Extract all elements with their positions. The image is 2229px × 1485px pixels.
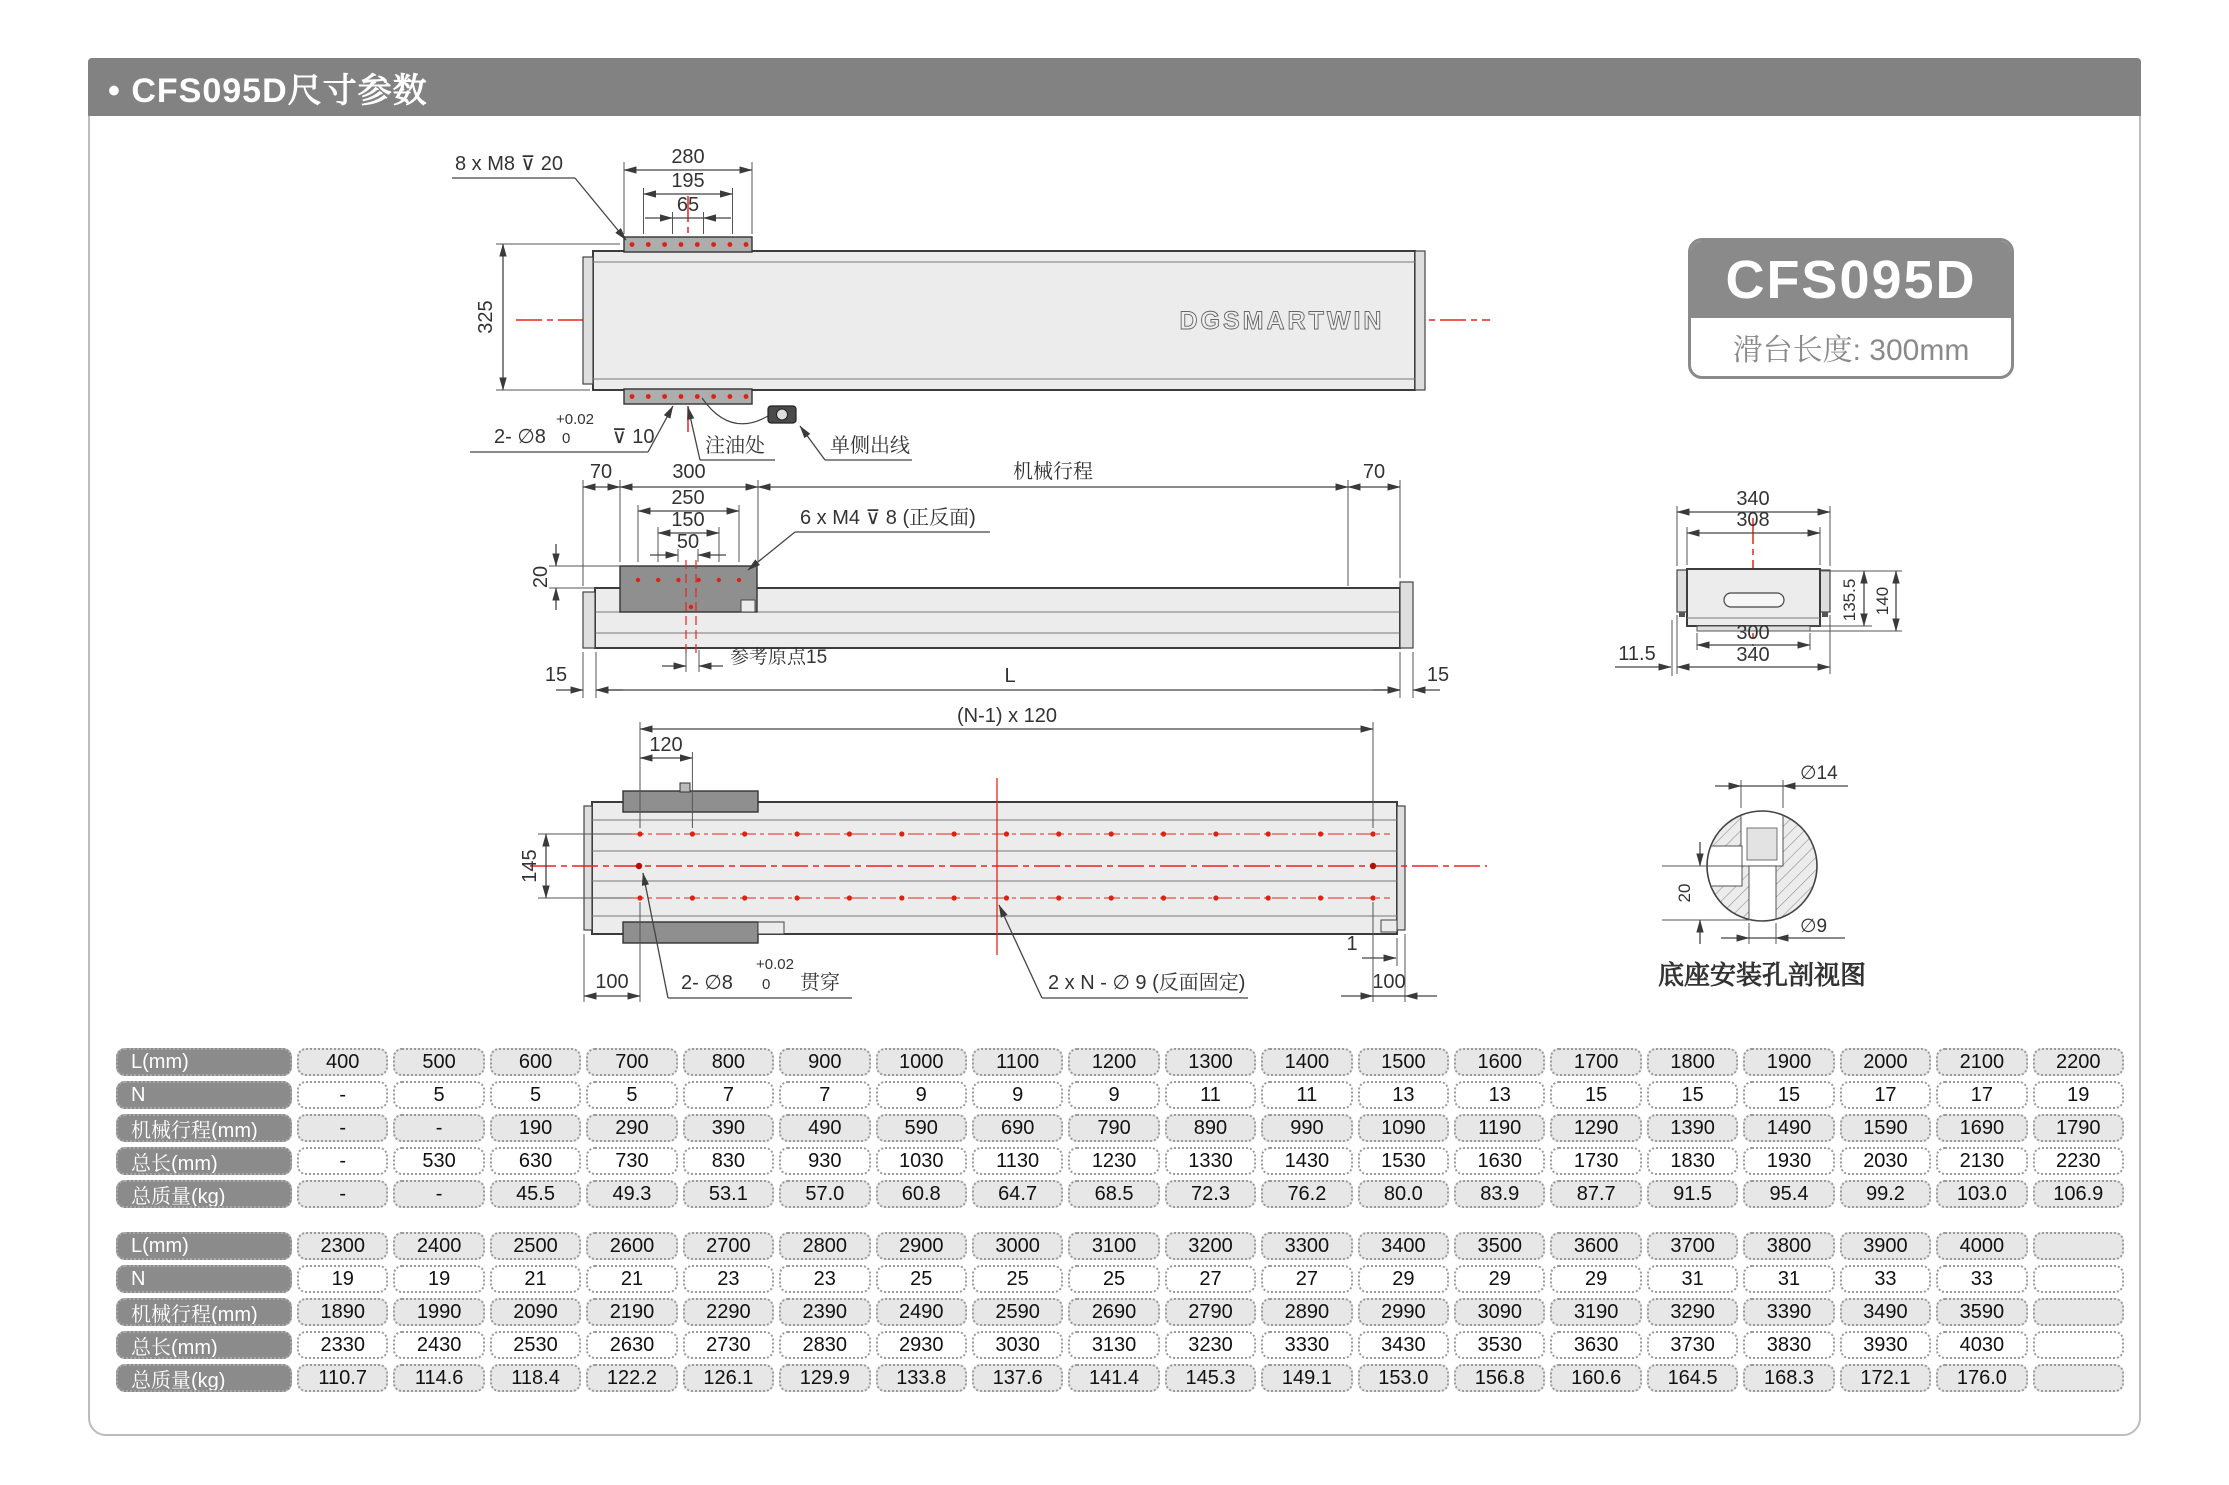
table-cell: 5 (393, 1081, 484, 1109)
dim-300-side: 300 (672, 461, 706, 483)
table-cell: 2630 (586, 1331, 677, 1359)
table-cell: 2790 (1165, 1298, 1256, 1326)
page-title: • CFS095D尺寸参数 (108, 71, 428, 110)
dim-100-left: 100 (595, 971, 629, 993)
table-cell: 3000 (972, 1232, 1063, 1260)
table-cell: 1530 (1358, 1147, 1449, 1175)
table-cell: 137.6 (972, 1364, 1063, 1392)
table-cell: 2900 (876, 1232, 967, 1260)
table-cell: 122.2 (586, 1364, 677, 1392)
table-cell: 3090 (1454, 1298, 1545, 1326)
table-cell: 31 (1647, 1265, 1738, 1293)
table-cell: 500 (393, 1048, 484, 1076)
table-cell: 2100 (1936, 1048, 2027, 1076)
oil-port-label: 注油处 (705, 435, 765, 457)
table-cell: 1190 (1454, 1114, 1545, 1142)
table-cell: 1100 (972, 1048, 1063, 1076)
table-cell: 2200 (2033, 1048, 2124, 1076)
origin-label: 参考原点15 (730, 647, 828, 668)
dim-65: 65 (676, 194, 700, 216)
row-header-L: L(mm) (116, 1048, 292, 1076)
dim-340-top: 340 (1736, 488, 1770, 510)
table-cell: 3800 (1743, 1232, 1834, 1260)
table-cell: 3130 (1068, 1331, 1159, 1359)
table-cell: - (297, 1081, 388, 1109)
dim-308: 308 (1736, 509, 1770, 531)
table-cell: 3700 (1647, 1232, 1738, 1260)
table-cell: 145.3 (1165, 1364, 1256, 1392)
table-cell: 91.5 (1647, 1180, 1738, 1208)
bottom-view-drawing (519, 705, 1487, 1002)
dim-15-right: 15 (1426, 664, 1450, 686)
table-cell: 172.1 (1840, 1364, 1931, 1392)
dim-140: 140 (1873, 586, 1892, 616)
table-cell: 3630 (1550, 1331, 1641, 1359)
dim-325: 325 (475, 300, 497, 334)
table-cell: 53.1 (683, 1180, 774, 1208)
table-cell: 3190 (1550, 1298, 1641, 1326)
table-cell: 2890 (1261, 1298, 1352, 1326)
callout-m8: 8 x M8 ⊽ 20 (455, 153, 564, 175)
table-cell: 29 (1454, 1265, 1545, 1293)
table-cell: 1690 (1936, 1114, 2027, 1142)
table-cell: 25 (1068, 1265, 1159, 1293)
tolerance-lower: 0 (562, 430, 571, 447)
model-badge (1688, 238, 2014, 379)
table-cell: 1130 (972, 1147, 1063, 1175)
table-cell: 80.0 (1358, 1180, 1449, 1208)
table-cell: 141.4 (1068, 1364, 1159, 1392)
table-cell: 1290 (1550, 1114, 1641, 1142)
table-cell: 390 (683, 1114, 774, 1142)
table-cell: 76.2 (1261, 1180, 1352, 1208)
tolerance-lower-bottom: 0 (762, 976, 771, 993)
table-cell: 27 (1261, 1265, 1352, 1293)
table-cell: 33 (1936, 1265, 2027, 1293)
table-cell: 3900 (1840, 1232, 1931, 1260)
table-cell: 118.4 (490, 1364, 581, 1392)
table-cell: 15 (1550, 1081, 1641, 1109)
table-cell: 15 (1743, 1081, 1834, 1109)
table-cell: 4000 (1936, 1232, 2027, 1260)
table-cell: 3230 (1165, 1331, 1256, 1359)
table-cell: 2230 (2033, 1147, 2124, 1175)
dim-135-5: 135.5 (1840, 578, 1859, 622)
table-cell: 1630 (1454, 1147, 1545, 1175)
table-cell: 2290 (683, 1298, 774, 1326)
table-cell: 1030 (876, 1147, 967, 1175)
dim-150: 150 (671, 509, 705, 531)
table-cell: 3030 (972, 1331, 1063, 1359)
table-cell (2033, 1265, 2124, 1293)
table-cell: 3530 (1454, 1331, 1545, 1359)
table-cell: 60.8 (876, 1180, 967, 1208)
table-cell: 1990 (393, 1298, 484, 1326)
model-subtitle: 滑台长度: 300mm (1732, 334, 1970, 367)
table-cell: 1800 (1647, 1048, 1738, 1076)
table-cell: 1400 (1261, 1048, 1352, 1076)
table-cell: 72.3 (1165, 1180, 1256, 1208)
table-cell: 15 (1647, 1081, 1738, 1109)
table-cell: 1490 (1743, 1114, 1834, 1142)
table-cell: 156.8 (1454, 1364, 1545, 1392)
callout-phi8-bottom: 2- ∅8 (681, 972, 733, 994)
table-cell: 9 (972, 1081, 1063, 1109)
row-header-N: N (116, 1265, 292, 1293)
dim-20-side: 20 (530, 565, 552, 589)
stroke-label: 机械行程 (1013, 461, 1093, 483)
table-cell: 530 (393, 1147, 484, 1175)
dim-phi14: ∅14 (1800, 763, 1838, 784)
table-cell (2033, 1298, 2124, 1326)
table-cell: 1900 (1743, 1048, 1834, 1076)
dim-pattern: (N-1) x 120 (956, 705, 1058, 727)
table-cell: 29 (1358, 1265, 1449, 1293)
row-header-N: N (116, 1081, 292, 1109)
table-cell: 3330 (1261, 1331, 1352, 1359)
dim-300-end: 300 (1736, 622, 1770, 644)
table-cell: 95.4 (1743, 1180, 1834, 1208)
table-cell: 1590 (1840, 1114, 1931, 1142)
table-cell: 990 (1261, 1114, 1352, 1142)
table-cell: 3200 (1165, 1232, 1256, 1260)
table-cell: 3390 (1743, 1298, 1834, 1326)
table-cell: 23 (779, 1265, 870, 1293)
table-cell: 190 (490, 1114, 581, 1142)
table-cell: 730 (586, 1147, 677, 1175)
table-cell: 133.8 (876, 1364, 967, 1392)
table-cell: 3490 (1840, 1298, 1931, 1326)
table-cell: 2800 (779, 1232, 870, 1260)
row-header-L: L(mm) (116, 1232, 292, 1260)
table-cell: 1790 (2033, 1114, 2124, 1142)
table-cell: 176.0 (1936, 1364, 2027, 1392)
table-cell: 19 (393, 1265, 484, 1293)
dim-70-right: 70 (1362, 461, 1386, 483)
table-cell: - (297, 1180, 388, 1208)
dim-1: 1 (1346, 933, 1358, 955)
table-cell: 3830 (1743, 1331, 1834, 1359)
tolerance-upper-bottom: +0.02 (756, 956, 794, 973)
table-cell: 13 (1358, 1081, 1449, 1109)
table-cell: 114.6 (393, 1364, 484, 1392)
row-header-stroke: 机械行程(mm) (116, 1298, 292, 1326)
dim-250: 250 (671, 487, 705, 509)
hole-detail-drawing (1658, 763, 1866, 990)
table-cell: 2000 (1840, 1048, 1931, 1076)
dim-phi9: ∅9 (1800, 916, 1828, 937)
table-cell: 900 (779, 1048, 870, 1076)
table-cell: 106.9 (2033, 1180, 2124, 1208)
table-cell: 2690 (1068, 1298, 1159, 1326)
table-cell: 790 (1068, 1114, 1159, 1142)
cable-exit-label: 单侧出线 (830, 435, 910, 457)
table-cell: 2700 (683, 1232, 774, 1260)
table-cell: 25 (876, 1265, 967, 1293)
table-cell: 19 (2033, 1081, 2124, 1109)
table-cell: 9 (876, 1081, 967, 1109)
table-cell: 110.7 (297, 1364, 388, 1392)
table-cell: 630 (490, 1147, 581, 1175)
table-cell: 3930 (1840, 1331, 1931, 1359)
table-cell: 490 (779, 1114, 870, 1142)
row-header-total-length: 总长(mm) (116, 1147, 292, 1175)
table-cell: 57.0 (779, 1180, 870, 1208)
table-cell: 3400 (1358, 1232, 1449, 1260)
table-cell: 2390 (779, 1298, 870, 1326)
table-cell: 5 (586, 1081, 677, 1109)
table-cell: 3730 (1647, 1331, 1738, 1359)
table-cell (2033, 1232, 2124, 1260)
dim-145: 145 (519, 849, 541, 883)
table-cell: 64.7 (972, 1180, 1063, 1208)
table-cell: 2990 (1358, 1298, 1449, 1326)
dim-280: 280 (671, 146, 705, 168)
table-cell: 700 (586, 1048, 677, 1076)
table-cell: 103.0 (1936, 1180, 2027, 1208)
dim-340-bottom: 340 (1736, 644, 1770, 666)
table-cell (2033, 1331, 2124, 1359)
table-cell: 590 (876, 1114, 967, 1142)
dim-11-5: 11.5 (1618, 643, 1656, 665)
row-header-mass: 总质量(kg) (116, 1180, 292, 1208)
table-cell: 31 (1743, 1265, 1834, 1293)
table-cell: 2730 (683, 1331, 774, 1359)
dim-70-left: 70 (589, 461, 613, 483)
table-cell: 1930 (1743, 1147, 1834, 1175)
table-cell: 1200 (1068, 1048, 1159, 1076)
table-cell: 9 (1068, 1081, 1159, 1109)
table-cell: 2930 (876, 1331, 967, 1359)
table-cell: 600 (490, 1048, 581, 1076)
callout-phi8-top: 2- ∅8 (494, 426, 546, 448)
model-name: CFS095D (1691, 241, 2011, 318)
table-cell: 2030 (1840, 1147, 1931, 1175)
table-cell: 2190 (586, 1298, 677, 1326)
table-cell: 7 (779, 1081, 870, 1109)
table-cell: 168.3 (1743, 1364, 1834, 1392)
table-cell: 2590 (972, 1298, 1063, 1326)
table-cell: 99.2 (1840, 1180, 1931, 1208)
table-cell: 1890 (297, 1298, 388, 1326)
table-cell: 5 (490, 1081, 581, 1109)
table-cell: 21 (586, 1265, 677, 1293)
table-cell: 1700 (1550, 1048, 1641, 1076)
dim-20-detail: 20 (1675, 883, 1694, 903)
table-cell: 11 (1261, 1081, 1352, 1109)
table-cell: 1390 (1647, 1114, 1738, 1142)
table-cell: 153.0 (1358, 1364, 1449, 1392)
table-cell: 890 (1165, 1114, 1256, 1142)
table-cell: 1430 (1261, 1147, 1352, 1175)
table-cell: - (393, 1114, 484, 1142)
top-view-drawing (452, 146, 1490, 460)
dim-120: 120 (649, 734, 683, 756)
table-cell: 7 (683, 1081, 774, 1109)
table-cell: 3590 (1936, 1298, 2027, 1326)
table-cell: 2330 (297, 1331, 388, 1359)
table-cell: 68.5 (1068, 1180, 1159, 1208)
table-cell: 29 (1550, 1265, 1641, 1293)
dim-100-right: 100 (1372, 971, 1406, 993)
table-cell: 49.3 (586, 1180, 677, 1208)
table-cell: 13 (1454, 1081, 1545, 1109)
table-cell: 1330 (1165, 1147, 1256, 1175)
side-view-drawing (530, 460, 1449, 698)
table-cell: 2130 (1936, 1147, 2027, 1175)
table-cell: 126.1 (683, 1364, 774, 1392)
table-cell: 21 (490, 1265, 581, 1293)
table-cell: 690 (972, 1114, 1063, 1142)
table-cell: 4030 (1936, 1331, 2027, 1359)
dim-15-left: 15 (544, 664, 568, 686)
table-cell: 1830 (1647, 1147, 1738, 1175)
dimension-table-1 (116, 1048, 2124, 1208)
table-cell: 1600 (1454, 1048, 1545, 1076)
row-header-total-length: 总长(mm) (116, 1331, 292, 1359)
table-cell: 2430 (393, 1331, 484, 1359)
table-cell: 2500 (490, 1232, 581, 1260)
table-cell: 33 (1840, 1265, 1931, 1293)
row-header-stroke: 机械行程(mm) (116, 1114, 292, 1142)
dim-195: 195 (671, 170, 705, 192)
table-cell: 1090 (1358, 1114, 1449, 1142)
row-header-mass: 总质量(kg) (116, 1364, 292, 1392)
depth-10: ⊽ 10 (612, 426, 655, 448)
table-cell: 83.9 (1454, 1180, 1545, 1208)
table-cell: 87.7 (1550, 1180, 1641, 1208)
dimension-table-2 (116, 1232, 2124, 1392)
table-cell: 800 (683, 1048, 774, 1076)
table-cell: - (297, 1147, 388, 1175)
table-cell: 830 (683, 1147, 774, 1175)
dim-L: L (1004, 665, 1016, 687)
table-cell: 1300 (1165, 1048, 1256, 1076)
table-cell: 3500 (1454, 1232, 1545, 1260)
table-cell: 17 (1840, 1081, 1931, 1109)
table-cell (2033, 1364, 2124, 1392)
table-cell: 3430 (1358, 1331, 1449, 1359)
table-cell: 2090 (490, 1298, 581, 1326)
table-cell: 2600 (586, 1232, 677, 1260)
table-cell: 2830 (779, 1331, 870, 1359)
table-cell: 1500 (1358, 1048, 1449, 1076)
callout-phi9: 2 x N - ∅ 9 (反面固定) (1048, 972, 1246, 994)
table-cell: 3300 (1261, 1232, 1352, 1260)
table-cell: 11 (1165, 1081, 1256, 1109)
table-cell: - (393, 1180, 484, 1208)
tolerance-upper: +0.02 (556, 411, 594, 428)
table-cell: 45.5 (490, 1180, 581, 1208)
table-cell: - (297, 1114, 388, 1142)
table-cell: 1230 (1068, 1147, 1159, 1175)
through-label: 贯穿 (800, 972, 840, 994)
table-cell: 149.1 (1261, 1364, 1352, 1392)
table-cell: 17 (1936, 1081, 2027, 1109)
end-view-drawing (1615, 488, 1902, 676)
table-cell: 930 (779, 1147, 870, 1175)
table-cell: 3100 (1068, 1232, 1159, 1260)
table-cell: 400 (297, 1048, 388, 1076)
table-cell: 25 (972, 1265, 1063, 1293)
table-cell: 3600 (1550, 1232, 1641, 1260)
dim-50: 50 (676, 531, 700, 553)
table-cell: 2530 (490, 1331, 581, 1359)
table-cell: 129.9 (779, 1364, 870, 1392)
table-cell: 27 (1165, 1265, 1256, 1293)
brand-watermark: DGSMARTWIN (1179, 307, 1385, 335)
table-cell: 164.5 (1647, 1364, 1738, 1392)
table-cell: 2300 (297, 1232, 388, 1260)
table-cell: 1000 (876, 1048, 967, 1076)
callout-m4: 6 x M4 ⊽ 8 (正反面) (800, 507, 976, 529)
table-cell: 3290 (1647, 1298, 1738, 1326)
table-cell: 2490 (876, 1298, 967, 1326)
table-cell: 1730 (1550, 1147, 1641, 1175)
detail-caption: 底座安装孔剖视图 (1657, 960, 1867, 990)
table-cell: 160.6 (1550, 1364, 1641, 1392)
table-cell: 19 (297, 1265, 388, 1293)
table-cell: 23 (683, 1265, 774, 1293)
table-cell: 290 (586, 1114, 677, 1142)
table-cell: 2400 (393, 1232, 484, 1260)
